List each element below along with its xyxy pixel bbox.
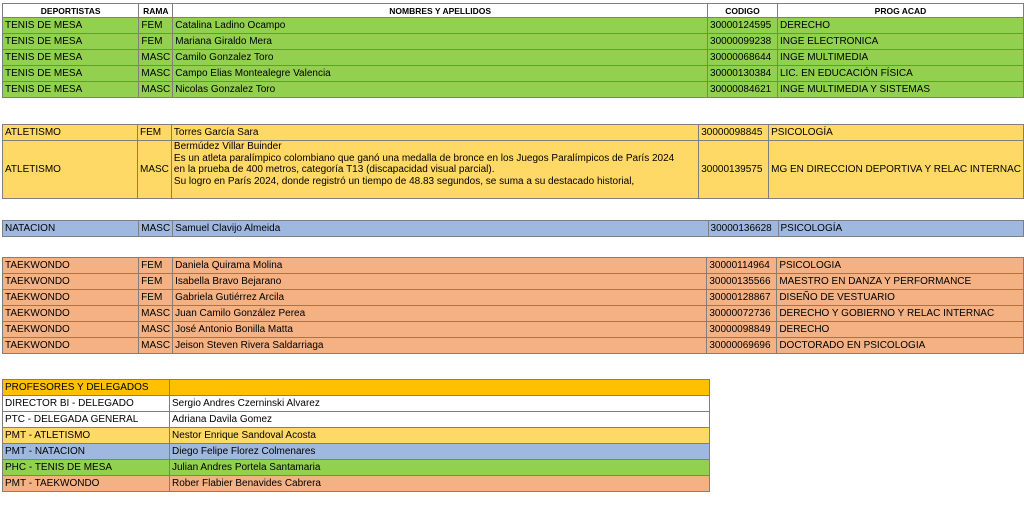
cell-rama: MASC [139, 50, 173, 66]
table-row [3, 476, 710, 492]
cell-nombre: Nicolas Gonzalez Toro [173, 82, 708, 98]
atletismo-table [2, 124, 1024, 199]
cell-codigo: 30000098845 [699, 125, 769, 141]
cell-cargo: PMT - NATACION [3, 444, 170, 460]
cell-nombre: Sergio Andres Czerninski Alvarez [170, 396, 710, 412]
table-row [3, 221, 1024, 237]
cell-nombre: Julian Andres Portela Santamaria [170, 460, 710, 476]
cell-nombre: Juan Camilo González Perea [173, 306, 707, 322]
cell-nombre: Catalina Ladino Ocampo [173, 18, 708, 34]
tenis-table [2, 3, 1024, 98]
table-row [3, 396, 710, 412]
cell-cargo: PMT - TAEKWONDO [3, 476, 170, 492]
cell-nombre: Daniela Quirama Molina [173, 258, 707, 274]
cell-prog: LIC. EN EDUCACIÓN FÍSICA [778, 66, 1024, 82]
description-line: en la prueba de 400 metros, categoría T13 (discapacidad visual parcial). [173, 164, 495, 176]
cell-codigo: 30000098849 [707, 322, 777, 338]
cell-nombre: Campo Elias Montealegre Valencia [173, 66, 708, 82]
cell-rama: MASC [139, 221, 173, 237]
cell-rama: MASC [138, 141, 172, 199]
cell-rama: MASC [139, 322, 173, 338]
cell-prog: MAESTRO EN DANZA Y PERFORMANCE [777, 274, 1024, 290]
table-row [3, 274, 1024, 290]
header-deportistas: DEPORTISTAS [3, 4, 139, 18]
cell-codigo: 30000124595 [708, 18, 778, 34]
cell-deporte: TENIS DE MESA [3, 66, 139, 82]
cell-codigo: 30000072736 [707, 306, 777, 322]
cell-prog: DERECHO Y GOBIERNO Y RELAC INTERNAC [777, 306, 1024, 322]
profesores-title-row [3, 380, 710, 396]
cell-rama: FEM [139, 274, 173, 290]
cell-deporte: TAEKWONDO [3, 322, 139, 338]
cell-nombre: Torres García Sara [171, 125, 698, 141]
cell-deporte: TAEKWONDO [3, 306, 139, 322]
header-row [3, 4, 1024, 18]
cell-deporte: TAEKWONDO [3, 338, 139, 354]
cell-nombre: Mariana Giraldo Mera [173, 34, 708, 50]
cell-nombre: Gabriela Gutiérrez Arcila [173, 290, 707, 306]
table-row [3, 460, 710, 476]
cell-nombre-multiline [171, 141, 698, 199]
cell-nombre: Rober Flabier Benavides Cabrera [170, 476, 710, 492]
table-row [3, 428, 710, 444]
cell-prog: INGE MULTIMEDIA Y SISTEMAS [778, 82, 1024, 98]
cell-nombre: Camilo Gonzalez Toro [173, 50, 708, 66]
cell-deporte: ATLETISMO [3, 125, 138, 141]
cell-prog: PSICOLOGÍA [778, 221, 1024, 237]
cell-cargo: DIRECTOR BI - DELEGADO [3, 396, 170, 412]
natacion-table [2, 220, 1024, 237]
table-row [3, 322, 1024, 338]
cell-codigo: 30000114964 [707, 258, 777, 274]
profesores-title: PROFESORES Y DELEGADOS [3, 380, 170, 396]
cell-nombre: José Antonio Bonilla Matta [173, 322, 707, 338]
cell-codigo: 30000135566 [707, 274, 777, 290]
cell-rama: MASC [139, 66, 173, 82]
cell-rama: FEM [139, 18, 173, 34]
table-row [3, 290, 1024, 306]
table-row [3, 412, 710, 428]
table-row [3, 258, 1024, 274]
cell-prog: DOCTORADO EN PSICOLOGIA [777, 338, 1024, 354]
cell-codigo: 30000068644 [708, 50, 778, 66]
cell-prog: DISEÑO DE VESTUARIO [777, 290, 1024, 306]
cell-deporte: TAEKWONDO [3, 290, 139, 306]
cell-rama: MASC [139, 338, 173, 354]
table-row [3, 338, 1024, 354]
table-row [3, 141, 1024, 199]
cell-codigo: 30000099238 [708, 34, 778, 50]
cell-deporte: NATACION [3, 221, 139, 237]
cell-prog: INGE MULTIMEDIA [778, 50, 1024, 66]
cell-prog: MG EN DIRECCION DEPORTIVA Y RELAC INTERNAC [769, 141, 1024, 199]
description-line: Su logro en París 2024, donde registró un tiempo de 48.83 segundos, se suma a su destacado historial, [173, 175, 635, 187]
cell-prog: INGE ELECTRONICA [778, 34, 1024, 50]
table-row [3, 18, 1024, 34]
cell-nombre: Diego Felipe Florez Colmenares [170, 444, 710, 460]
cell-deporte: TENIS DE MESA [3, 82, 139, 98]
cell-deporte: ATLETISMO [3, 141, 138, 199]
cell-codigo: 30000130384 [708, 66, 778, 82]
profesores-table [2, 379, 710, 492]
cell-nombre: Jeison Steven Rivera Saldarriaga [173, 338, 707, 354]
table-row [3, 66, 1024, 82]
cell-codigo: 30000069696 [707, 338, 777, 354]
header-codigo: CODIGO [708, 4, 778, 18]
table-row [3, 444, 710, 460]
profesores-title-empty [170, 380, 710, 396]
cell-cargo: PTC - DELEGADA GENERAL [3, 412, 170, 428]
table-row [3, 306, 1024, 322]
cell-rama: MASC [139, 306, 173, 322]
cell-cargo: PHC - TENIS DE MESA [3, 460, 170, 476]
table-row [3, 50, 1024, 66]
table-row [3, 125, 1024, 141]
cell-nombre: Isabella Bravo Bejarano [173, 274, 707, 290]
header-prog: PROG ACAD [778, 4, 1024, 18]
cell-deporte: TAEKWONDO [3, 258, 139, 274]
header-nombres: NOMBRES Y APELLIDOS [173, 4, 708, 18]
cell-codigo: 30000084621 [708, 82, 778, 98]
cell-deporte: TAEKWONDO [3, 274, 139, 290]
cell-prog: DERECHO [777, 322, 1024, 338]
cell-rama: FEM [139, 34, 173, 50]
cell-nombre: Samuel Clavijo Almeida [173, 221, 708, 237]
cell-prog: DERECHO [778, 18, 1024, 34]
nombre-line: Bermúdez Villar Buinder [173, 141, 282, 152]
cell-rama: FEM [139, 258, 173, 274]
cell-rama: FEM [139, 290, 173, 306]
taekwondo-table [2, 257, 1024, 354]
cell-prog: PSICOLOGÍA [769, 125, 1024, 141]
cell-deporte: TENIS DE MESA [3, 34, 139, 50]
cell-nombre: Adriana Davila Gomez [170, 412, 710, 428]
header-rama: RAMA [139, 4, 173, 18]
table-row [3, 34, 1024, 50]
table-row [3, 82, 1024, 98]
cell-rama: FEM [138, 125, 172, 141]
cell-cargo: PMT - ATLETISMO [3, 428, 170, 444]
cell-codigo: 30000136628 [708, 221, 778, 237]
cell-prog: PSICOLOGIA [777, 258, 1024, 274]
description-line: Es un atleta paralímpico colombiano que ganó una medalla de bronce en los Juegos Paralímpicos de París 2024 [173, 152, 675, 164]
cell-codigo: 30000128867 [707, 290, 777, 306]
cell-deporte: TENIS DE MESA [3, 50, 139, 66]
cell-rama: MASC [139, 82, 173, 98]
cell-nombre: Nestor Enrique Sandoval Acosta [170, 428, 710, 444]
cell-deporte: TENIS DE MESA [3, 18, 139, 34]
cell-codigo: 30000139575 [699, 141, 769, 199]
